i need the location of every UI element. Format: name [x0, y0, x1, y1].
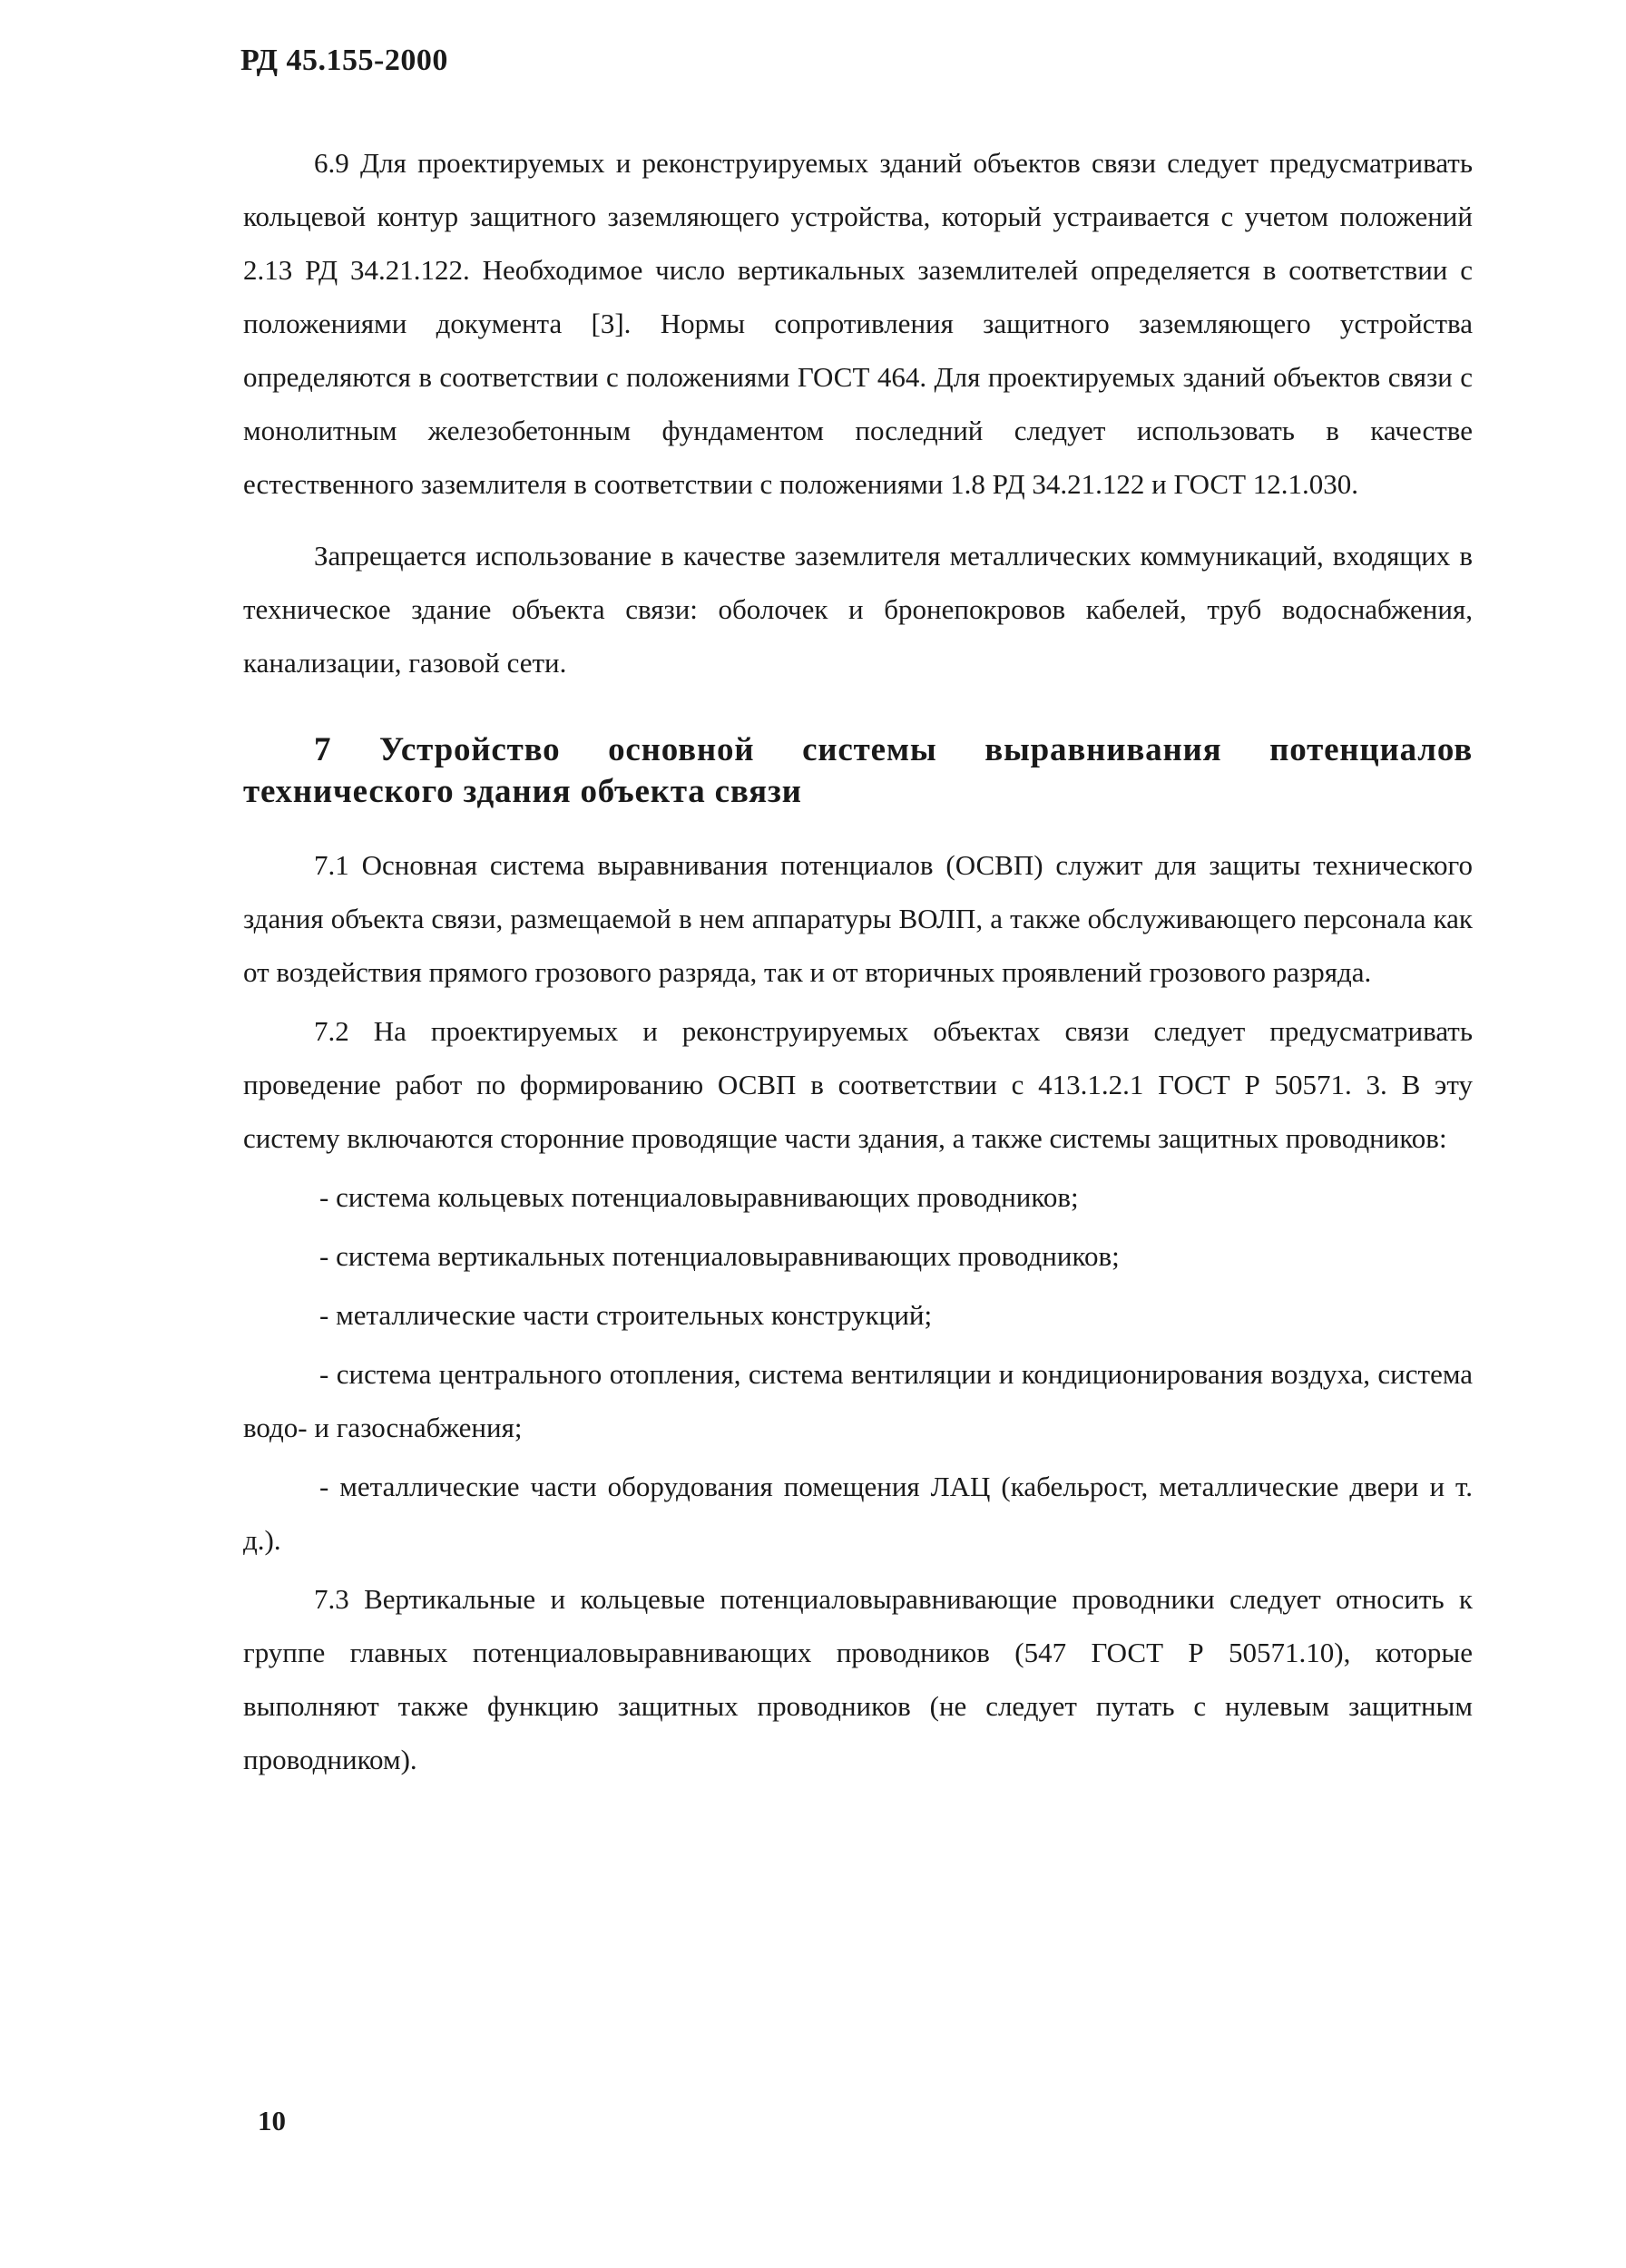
section-7-heading: 7 Устройство основной системы выравнивания потенциалов технического здания объекта связи [243, 731, 1473, 810]
paragraph-7-3: 7.3 Вертикальные и кольцевые потенциаловыравнивающие проводники следует относить к группе главных потенциаловыравнивающих проводников (547 ГОСТ Р 50571.10), которые выполняют также функцию защитных проводников (не следует путать с нулевым защитным проводником). [243, 1583, 1473, 1775]
paragraph-6-9: 6.9 Для проектируемых и реконструируемых зданий объектов связи следует предусматривать кольцевой контур защитного заземляющего устройства, который устраивается с учетом положений 2.13 РД 34.21.122. Необходимое число вертикальных заземлителей определяется в соответствии с положениями документа [3]. Нормы сопротивления защитного заземляющего устройства определяются в соответствии с положениями ГОСТ 464. Для проектируемых зданий объектов связи с монолитным железобетонным фундаментом последний следует использовать в качестве естественного заземлителя в соответствии с положениями 1.8 РД 34.21.122 и ГОСТ 12.1.030. [243, 147, 1473, 500]
document-body [243, 136, 1473, 1786]
page-number: 10 [258, 2105, 286, 2136]
list-item: - система вертикальных потенциаловыравнивающих проводников; [319, 1240, 1120, 1272]
paragraph-7-1: 7.1 Основная система выравнивания потенциалов (ОСВП) служит для защиты технического здания объекта связи, размещаемой в нем аппаратуры ВОЛП, а также обслуживающего персонала как от воздействия прямого грозового разряда, так и от вторичных проявлений грозового разряда. [243, 849, 1473, 988]
paragraph-7-2: 7.2 На проектируемых и реконструируемых объектах связи следует предусматривать проведение работ по формированию ОСВП в соответствии с 413.1.2.1 ГОСТ Р 50571. 3. В эту систему включаются сторонние проводящие части здания, а также системы защитных проводников: [243, 1015, 1473, 1154]
list-item: - система кольцевых потенциаловыравнивающих проводников; [319, 1181, 1079, 1213]
list-item: - металлические части строительных конструкций; [319, 1299, 933, 1331]
list-item: - система центрального отопления, система вентиляции и кондиционирования воздуха, система водо- и газоснабжения; [243, 1358, 1473, 1443]
paragraph-prohibition: Запрещается использование в качестве заземлителя металлических коммуникаций, входящих в техническое здание объекта связи: оболочек и бронепокровов кабелей, труб водоснабжения, канализации, газовой сети. [243, 540, 1473, 679]
document-code: РД 45.155-2000 [240, 44, 448, 77]
list-item: - металлические части оборудования помещения ЛАЦ (кабельрост, металлические двери и т. д.). [243, 1471, 1473, 1556]
